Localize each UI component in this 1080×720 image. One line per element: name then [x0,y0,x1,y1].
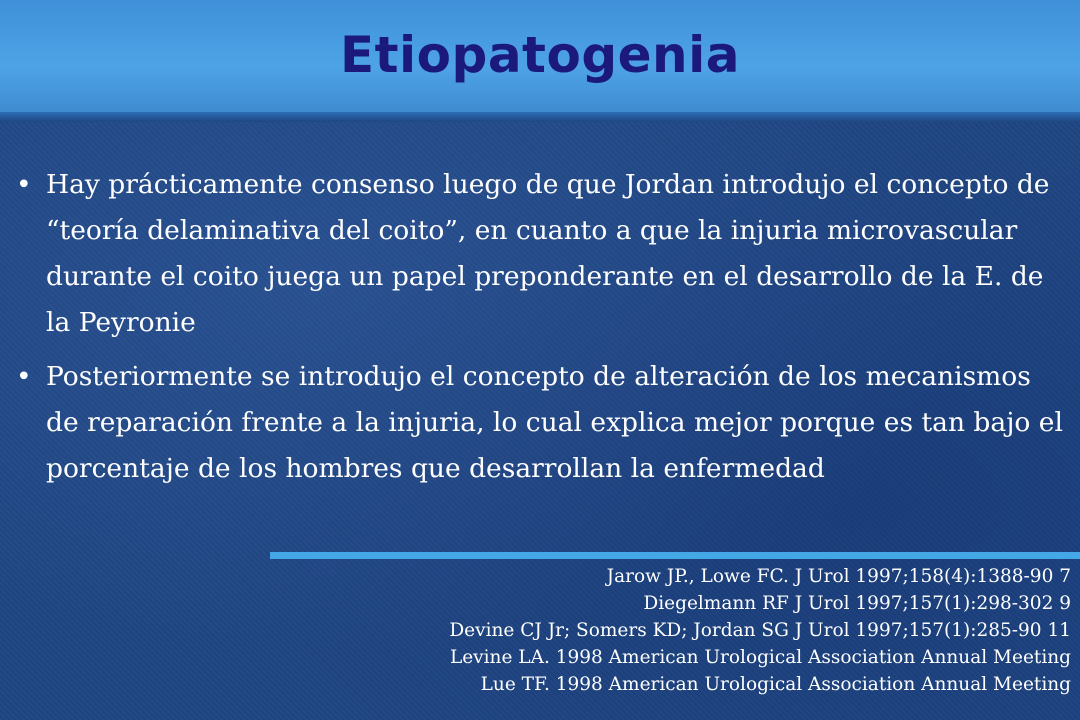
reference-item: Lue TF. 1998 American Urological Association Annual Meeting [480,674,1071,695]
references-list [449,563,1071,698]
reference-item: Levine LA. 1998 American Urological Association Annual Meeting [449,647,1071,668]
bullet-dot: • [16,361,32,392]
bullet-text: Hay prácticamente consenso luego de que Jordan introdujo el concepto de “teoría delaminativa del coito”, en cuanto a que la injuria microvascular durante el coito juega un papel preponderante en el desarrollo de la E. de la Peyronie [46,169,1050,338]
slide-title: Etiopatogenia [339,26,740,84]
reference-item: Diegelmann RF J Urol 1997;157(1):298-302 9 [643,593,1071,614]
reference-item: Devine CJ Jr; Somers KD; Jordan SG J Urol 1997;157(1):285-90 11 [449,620,1071,641]
bullet-item [16,354,1066,492]
bullet-item [16,162,1066,346]
reference-item: Jarow JP., Lowe FC. J Urol 1997;158(4):1388-90 7 [606,566,1071,587]
bullet-dot: • [16,169,32,200]
references-divider [270,552,1080,559]
bullet-text: Posteriormente se introdujo el concepto de alteración de los mecanismos de reparación frente a la injuria, lo cual explica mejor porque es tan bajo el porcentaje de los hombres que desarrollan la enfermedad [46,361,1063,484]
bullet-list [16,162,1066,500]
